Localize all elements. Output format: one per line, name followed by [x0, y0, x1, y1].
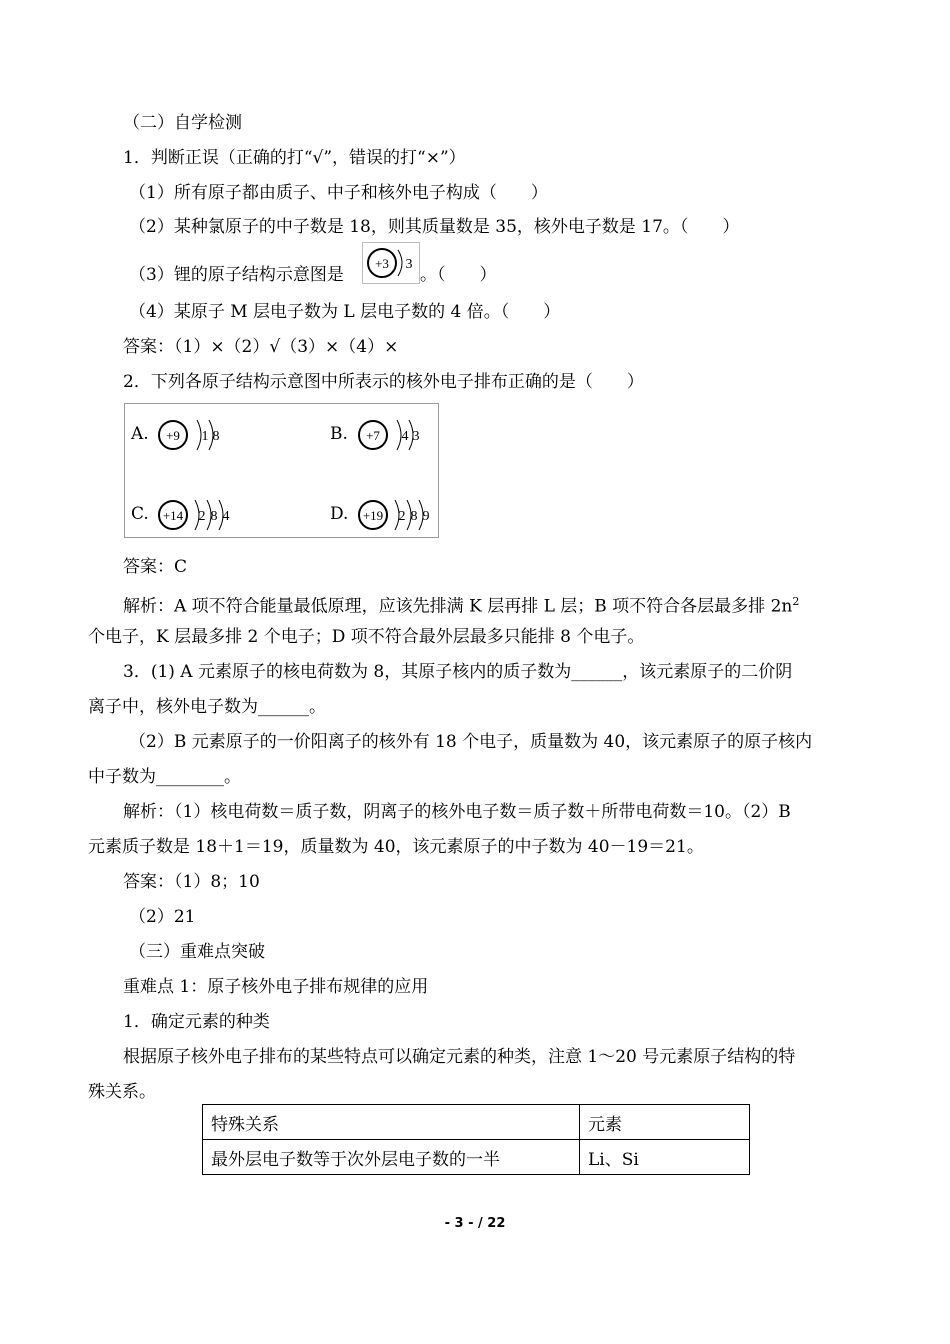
paragraph-line-1: 根据原子核外电子排布的某些特点可以确定元素的种类，注意 1～20 号元素原子结构的特: [123, 1047, 796, 1067]
q2-analysis-line-2: 个电子，K 层最多排 2 个电子；D 项不符合最外层最多只能排 8 个电子。: [88, 627, 645, 647]
q2-analysis-text: 解析：A 项不符合能量最低原理，应该先排满 K 层再排 L 层；B 项不符合各层最多排 2n: [123, 596, 793, 617]
q3-analysis-line-2: 元素质子数是 18＋1＝19，质量数为 40，该元素原子的中子数为 40－19＝21。: [88, 837, 704, 857]
q1-item-2: （2）某种氯原子的中子数是 18，则其质量数是 35，核外电子数是 17。（ ）: [129, 217, 740, 237]
q3-line-4: 中子数为________。: [88, 767, 241, 787]
table-header-cell: 特殊关系: [203, 1105, 580, 1140]
q1-item-1: （1）所有原子都由质子、中子和核外电子构成（ ）: [129, 183, 548, 203]
q3-line-3: （2）B 元素原子的一价阳离子的核外有 18 个电子，质量数为 40，该元素原子的原子核内: [129, 732, 813, 752]
q3-line-1: 3．(1) A 元素原子的核电荷数为 8，其原子核内的质子数为______，该元素原子的二价阴: [123, 662, 793, 682]
option-c-shell-3: 4: [222, 509, 230, 524]
q3-line-2: 离子中，核外电子数为______。: [88, 697, 326, 717]
q1-answer: 答案：（1）×（2）√（3）×（4）×: [123, 337, 399, 357]
q3-answer-line-1: 答案：（1）8；10: [123, 872, 260, 892]
section3-title: （三）重难点突破: [129, 942, 265, 962]
option-c-label: C.: [131, 504, 149, 524]
li-shell-1: 3: [405, 257, 413, 272]
q1-item-4: （4）某原子 M 层电子数为 L 层电子数的 4 倍。（ ）: [129, 302, 561, 322]
q1-item-3-pre: （3）锂的原子结构示意图是: [129, 265, 344, 285]
option-c-shell-1: 2: [198, 509, 206, 524]
option-d-shell-2: 8: [410, 509, 418, 524]
q2-analysis-line-1: [123, 591, 799, 618]
table-row: [203, 1140, 750, 1175]
option-a-label: A.: [131, 424, 149, 444]
option-b-diagram: [357, 412, 433, 458]
option-a-diagram: [157, 412, 233, 458]
subsection-1-title: 1．确定元素的种类: [123, 1012, 270, 1032]
q2-stem: 2．下列各原子结构示意图中所表示的核外电子排布正确的是（ ）: [123, 372, 644, 392]
q1-item-3-post: 。（ ）: [420, 265, 497, 285]
superscript-2: 2: [792, 595, 800, 608]
special-relation-table: [202, 1104, 750, 1175]
li-nucleus-charge: +3: [375, 256, 389, 271]
lithium-structure-diagram: [362, 242, 420, 284]
section2-title: （二）自学检测: [123, 113, 242, 133]
table-cell: Li、Si: [580, 1140, 750, 1175]
option-a-shell-1: 1: [201, 429, 209, 444]
option-b-shell-2: 3: [412, 429, 420, 444]
option-a-nucleus: +9: [166, 428, 180, 443]
table-header-row: [203, 1105, 750, 1140]
option-d-shell-1: 2: [398, 509, 406, 524]
q2-answer: 答案：C: [123, 557, 188, 577]
option-d-label: D.: [330, 504, 349, 524]
option-c-diagram: [157, 492, 247, 538]
page-number-footer: - 3 - / 22: [444, 1216, 506, 1231]
option-b-nucleus: +7: [366, 428, 380, 443]
option-d-diagram: [357, 492, 447, 538]
option-b-label: B.: [330, 424, 348, 444]
option-c-shell-2: 8: [210, 509, 218, 524]
table-cell: 最外层电子数等于次外层电子数的一半: [203, 1140, 580, 1175]
q1-stem: 1．判断正误（正确的打“√”，错误的打“×”）: [123, 148, 466, 168]
option-d-shell-3: 9: [422, 509, 430, 524]
q3-answer-line-2: （2）21: [129, 907, 196, 927]
paragraph-line-2: 殊关系。: [88, 1082, 156, 1102]
option-d-nucleus: +19: [362, 508, 384, 523]
q3-analysis-line-1: 解析：（1）核电荷数＝质子数，阴离子的核外电子数＝质子数＋所带电荷数＝10。（2）B: [123, 802, 791, 822]
key-point-1-title: 重难点 1：原子核外电子排布规律的应用: [123, 977, 429, 997]
option-a-shell-2: 8: [212, 429, 220, 444]
table-header-cell: 元素: [580, 1105, 750, 1140]
option-b-shell-1: 4: [401, 429, 409, 444]
q2-options-figure: [124, 403, 439, 538]
option-c-nucleus: +14: [162, 508, 184, 523]
